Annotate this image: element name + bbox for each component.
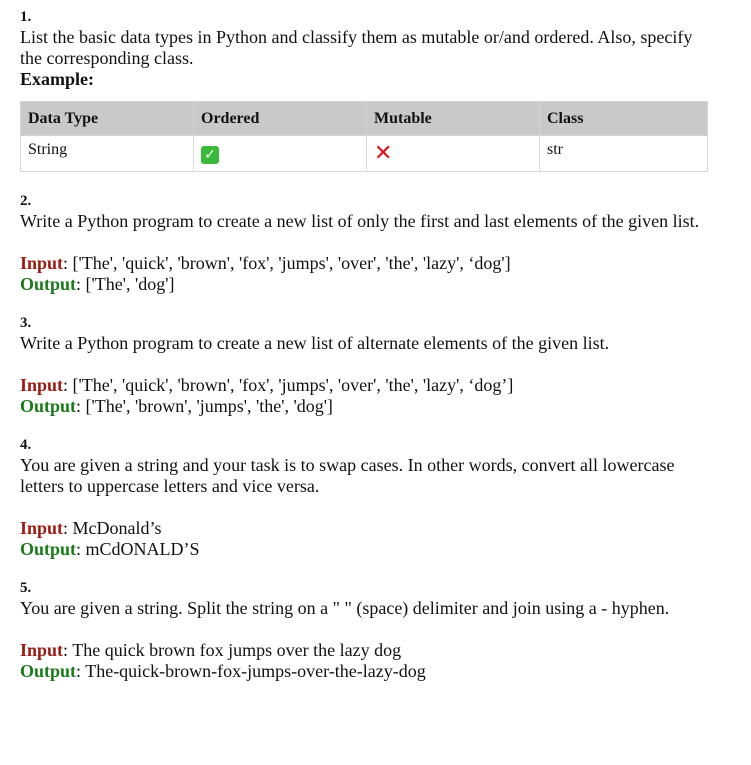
question-number: 4. <box>20 437 32 453</box>
input-label: Input <box>20 375 64 395</box>
input-label: Input <box>20 253 64 273</box>
input-label: Input <box>20 518 64 538</box>
question-number: 2. <box>20 193 32 209</box>
table-header-row <box>21 102 708 136</box>
output-value: : ['The', 'brown', 'jumps', 'the', 'dog'] <box>76 396 333 416</box>
input-line <box>20 375 710 396</box>
input-line <box>20 640 710 661</box>
cell-mutable <box>367 136 540 172</box>
cell-class: str <box>540 136 708 172</box>
question-text: Write a Python program to create a new list of only the first and last elements of the given list. <box>20 211 700 231</box>
question-3 <box>20 314 710 417</box>
example-label: Example: <box>20 69 94 89</box>
input-value: : The quick brown fox jumps over the lazy dog <box>63 640 402 660</box>
cell-data-type: String <box>21 136 194 172</box>
input-value: : McDonald’s <box>63 518 162 538</box>
question-4 <box>20 436 710 560</box>
output-line <box>20 539 710 560</box>
question-text: You are given a string. Split the string on a " " (space) delimiter and join using a - hyphen. <box>20 598 670 618</box>
input-line <box>20 253 710 274</box>
cell-ordered <box>194 136 367 172</box>
header-mutable: Mutable <box>367 102 540 136</box>
output-label: Output <box>20 661 77 681</box>
output-value: : mCdONALD’S <box>76 539 200 559</box>
table-row <box>21 136 708 172</box>
output-label: Output <box>20 274 77 294</box>
header-class: Class <box>540 102 708 136</box>
output-line <box>20 661 710 682</box>
output-label: Output <box>20 539 77 559</box>
question-2 <box>20 192 710 295</box>
input-label: Input <box>20 640 64 660</box>
header-data-type: Data Type <box>21 102 194 136</box>
question-number: 5. <box>20 580 32 596</box>
input-line <box>20 518 710 539</box>
input-value: : ['The', 'quick', 'brown', 'fox', 'jumps', 'over', 'the', 'lazy', ‘dog'] <box>63 253 511 273</box>
question-text: Write a Python program to create a new list of alternate elements of the given list. <box>20 333 610 353</box>
output-line <box>20 396 710 417</box>
cross-icon: ✕ <box>374 141 393 166</box>
document <box>20 8 710 682</box>
check-icon: ✓ <box>201 146 219 164</box>
output-line <box>20 274 710 295</box>
data-types-table <box>20 101 708 172</box>
input-value: : ['The', 'quick', 'brown', 'fox', 'jumps', 'over', 'the', 'lazy', ‘dog’] <box>63 375 514 395</box>
output-value: : The-quick-brown-fox-jumps-over-the-lazy-dog <box>76 661 426 681</box>
question-1 <box>20 8 710 172</box>
output-label: Output <box>20 396 77 416</box>
header-ordered: Ordered <box>194 102 367 136</box>
question-number: 1. <box>20 9 32 25</box>
question-5 <box>20 579 710 682</box>
question-number: 3. <box>20 315 32 331</box>
question-text: You are given a string and your task is to swap cases. In other words, convert all lowercase letters to uppercase letters and vice versa. <box>20 455 675 496</box>
output-value: : ['The', 'dog'] <box>76 274 175 294</box>
question-text: List the basic data types in Python and classify them as mutable or/and ordered. Also, specify the corresponding class. <box>20 27 693 68</box>
